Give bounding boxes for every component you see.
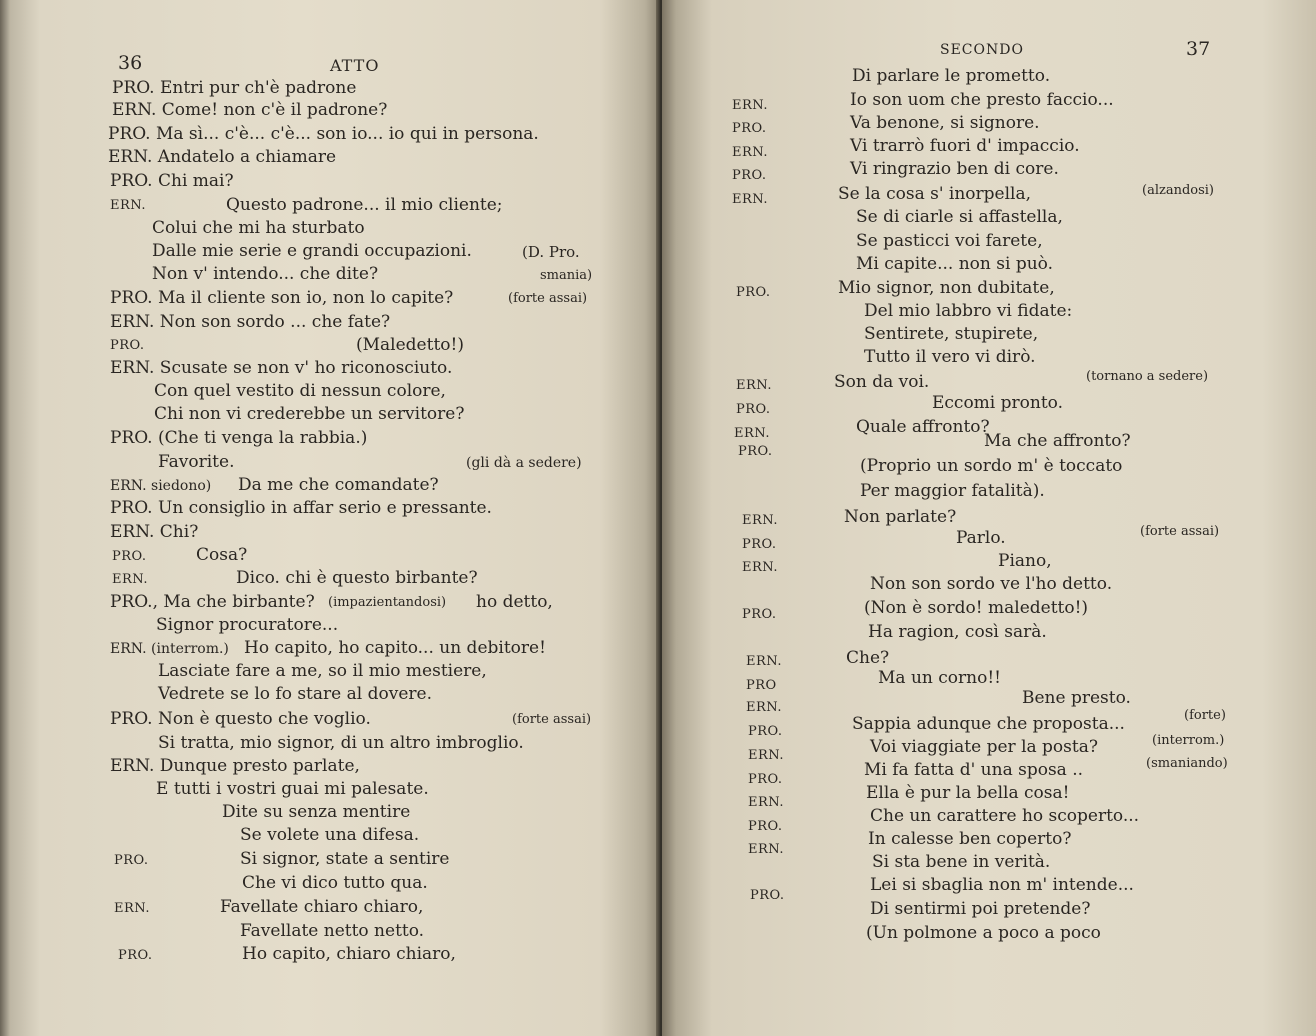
text-line: Son da voi.	[834, 372, 930, 392]
text-line: Bene presto.	[1022, 688, 1131, 708]
text-line: Ho capito, ho capito... un debitore!	[244, 638, 546, 658]
text-line: Vi trarrò fuori d' impaccio.	[850, 136, 1080, 156]
speaker-label: PRO.	[736, 402, 771, 417]
text-line: Chi non vi crederebbe un servitore?	[154, 404, 465, 424]
text-line: ERN. Come! non c'è il padrone?	[112, 100, 388, 120]
stage-direction: (impazientandosi)	[328, 595, 447, 610]
text-line: Non son sordo ve l'ho detto.	[870, 574, 1113, 594]
text-line: Non parlate?	[844, 507, 957, 527]
text-line: In calesse ben coperto?	[868, 829, 1072, 849]
speaker-label: ERN.	[732, 192, 768, 207]
text-line: PRO. Ma sì... c'è... c'è... son io... io qui in persona.	[108, 124, 539, 144]
text-line: Voi viaggiate per la posta?	[870, 737, 1098, 757]
text-line: Da me che comandate?	[238, 475, 439, 495]
stage-direction: (forte assai)	[512, 712, 592, 727]
text-line: (Proprio un sordo m' è toccato	[860, 456, 1123, 476]
text-line: Tutto il vero vi dirò.	[864, 347, 1036, 367]
text-line: ERN. Dunque presto parlate,	[110, 756, 360, 776]
text-line: Ho capito, chiaro chiaro,	[242, 944, 456, 964]
text-line: Va benone, si signore.	[850, 113, 1040, 133]
speaker-label: ERN.	[748, 795, 784, 810]
speaker-label: ERN.	[746, 700, 782, 715]
speaker-label: PRO.	[736, 285, 771, 300]
speaker-label: ERN.	[748, 842, 784, 857]
stage-direction: (forte assai)	[508, 291, 588, 306]
stage-direction: (tornano a sedere)	[1086, 369, 1209, 384]
text-line: Cosa?	[196, 545, 248, 565]
text-line: PRO. Chi mai?	[110, 171, 234, 191]
text-line: ERN. Scusate se non v' ho riconosciuto.	[110, 358, 453, 378]
text-line: Dalle mie serie e grandi occupazioni.	[152, 241, 472, 261]
stage-direction: (D. Pro.	[522, 243, 580, 261]
page-header: ATTO	[330, 56, 380, 75]
text-line: Che un carattere ho scoperto...	[870, 806, 1140, 826]
text-line: Vi ringrazio ben di core.	[850, 159, 1059, 179]
speaker-label: PRO.	[118, 948, 153, 963]
speaker-label: ERN.	[742, 513, 778, 528]
speaker-label: PRO.	[732, 121, 767, 136]
speaker-label: ERN.	[112, 572, 148, 587]
speaker-label: ERN.	[732, 145, 768, 160]
text-line: Del mio labbro vi fidate:	[864, 301, 1073, 321]
text-line: Eccomi pronto.	[932, 393, 1064, 413]
text-line: Se volete una difesa.	[240, 825, 420, 845]
speaker-label: PRO.	[742, 607, 777, 622]
text-line: ERN. Andatelo a chiamare	[108, 147, 337, 167]
text-line: Di sentirmi poi pretende?	[870, 899, 1091, 919]
speaker-label: PRO.	[110, 338, 145, 353]
speaker-label: ERN.	[748, 748, 784, 763]
text-line: (Maledetto!)	[356, 335, 464, 355]
text-line: PRO. Entri pur ch'è padrone	[112, 78, 357, 98]
text-line: Di parlare le prometto.	[852, 66, 1051, 86]
stage-direction: smania)	[540, 268, 593, 283]
stage-direction: (smaniando)	[1146, 756, 1228, 771]
page-header: SECONDO	[940, 42, 1024, 58]
speaker-label: PRO.	[732, 168, 767, 183]
text-line: Ma un corno!!	[878, 668, 1001, 688]
text-line: Sappia adunque che proposta...	[852, 714, 1125, 734]
text-line: Favellate netto netto.	[240, 921, 425, 941]
speaker-label: ERN.	[732, 98, 768, 113]
text-line: Signor procuratore...	[156, 615, 339, 635]
text-line: ERN. Chi?	[110, 522, 199, 542]
page-number: 37	[1186, 38, 1211, 60]
text-line: Favorite.	[158, 452, 235, 472]
text-line: E tutti i vostri guai mi palesate.	[156, 779, 429, 799]
text-line: Ma che affronto?	[984, 431, 1131, 451]
text-line: Se la cosa s' inorpella,	[838, 184, 1032, 204]
text-line: Mi capite... non si può.	[856, 254, 1054, 274]
text-line: PRO. Non è questo che voglio.	[110, 709, 371, 729]
text-line: ERN. Non son sordo ... che fate?	[110, 312, 391, 332]
text-line: Ella è pur la bella cosa!	[866, 783, 1070, 803]
text-line: Non v' intendo... che dite?	[152, 264, 379, 284]
speaker-label: PRO.	[114, 853, 149, 868]
speaker-label: PRO.	[748, 724, 783, 739]
text-line: PRO., Ma che birbante?	[110, 592, 315, 612]
text-line: ERN. siedono)	[110, 478, 212, 494]
speaker-label: ERN.	[742, 560, 778, 575]
stage-direction: (forte assai)	[1140, 524, 1220, 539]
text-line: (Un polmone a poco a poco	[866, 923, 1101, 943]
text-line: Lasciate fare a me, so il mio mestiere,	[158, 661, 487, 681]
page-number: 36	[118, 52, 143, 74]
text-line: Mio signor, non dubitate,	[838, 278, 1055, 298]
text-line: Con quel vestito di nessun colore,	[154, 381, 446, 401]
text-line: Dite su senza mentire	[222, 802, 411, 822]
speaker-label: PRO.	[748, 819, 783, 834]
text-line: Lei si sbaglia non m' intende...	[870, 875, 1134, 895]
text-line: Vedrete se lo fo stare al dovere.	[158, 684, 432, 704]
right-page	[662, 0, 1316, 1036]
speaker-label: PRO.	[738, 444, 773, 459]
speaker-label: PRO.	[112, 549, 147, 564]
speaker-label: ERN.	[110, 198, 146, 213]
text-line: Sentirete, stupirete,	[864, 324, 1039, 344]
text-line: Si signor, state a sentire	[240, 849, 450, 869]
text-line: Che?	[846, 648, 890, 668]
text-line: Mi fa fatta d' una sposa ..	[864, 760, 1084, 780]
speaker-label: PRO.	[742, 537, 777, 552]
text-line: ERN. (interrom.)	[110, 641, 229, 657]
speaker-label: ERN.	[736, 378, 772, 393]
speaker-label: PRO.	[748, 772, 783, 787]
text-line: Ha ragion, così sarà.	[868, 622, 1047, 642]
text-line: Si sta bene in verità.	[872, 852, 1051, 872]
stage-direction: (gli dà a sedere)	[466, 455, 582, 471]
text-line: Favellate chiaro chiaro,	[220, 897, 424, 917]
text-line: Dico. chi è questo birbante?	[236, 568, 478, 588]
text-line: Che vi dico tutto qua.	[242, 873, 428, 893]
text-line: Colui che mi ha sturbato	[152, 218, 365, 238]
text-line: PRO. Ma il cliente son io, non lo capite?	[110, 288, 454, 308]
text-line: Per maggior fatalità).	[860, 481, 1045, 501]
text-line: Se pasticci voi farete,	[856, 231, 1043, 251]
text-line: ho detto,	[476, 592, 553, 612]
text-line: (Non è sordo! maledetto!)	[864, 598, 1089, 618]
stage-direction: (alzandosi)	[1142, 183, 1215, 198]
text-line: Piano,	[998, 551, 1052, 571]
text-line: PRO. (Che ti venga la rabbia.)	[110, 428, 368, 448]
speaker-label: ERN.	[114, 901, 150, 916]
text-line: Parlo.	[956, 528, 1006, 548]
stage-direction: (forte)	[1184, 708, 1226, 723]
text-line: Questo padrone... il mio cliente;	[226, 195, 503, 215]
text-line: Quale affronto?	[856, 417, 990, 437]
text-line: Io son uom che presto faccio...	[850, 90, 1114, 110]
speaker-label: PRO.	[750, 888, 785, 903]
speaker-label: PRO	[746, 678, 777, 693]
stage-direction: (interrom.)	[1152, 733, 1225, 748]
speaker-label: ERN.	[734, 426, 770, 441]
text-line: PRO. Un consiglio in affar serio e pressante.	[110, 498, 492, 518]
speaker-label: ERN.	[746, 654, 782, 669]
text-line: Se di ciarle si affastella,	[856, 207, 1063, 227]
text-line: Si tratta, mio signor, di un altro imbroglio.	[158, 733, 524, 753]
